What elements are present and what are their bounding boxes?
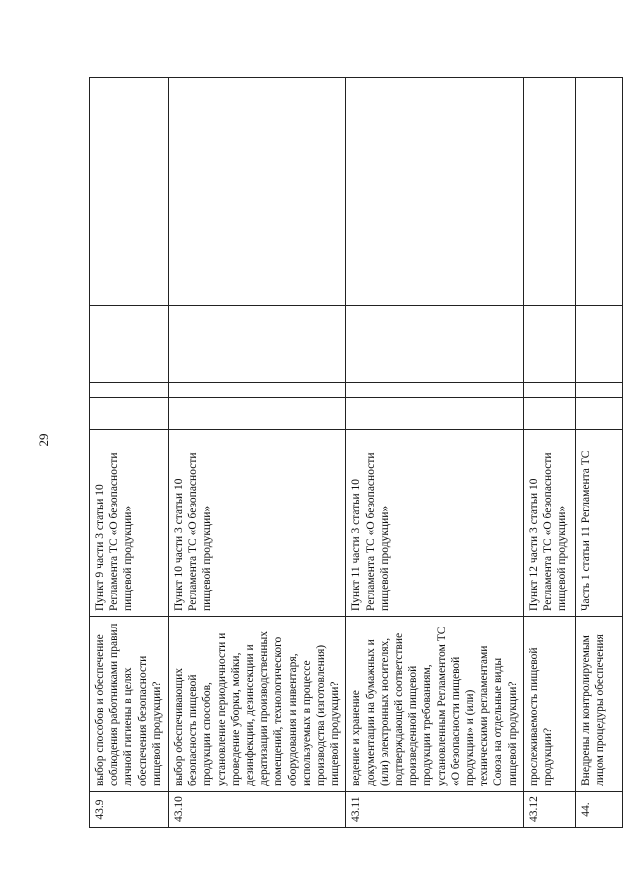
notes-cell (169, 78, 346, 306)
answer-no-cell (523, 383, 575, 398)
row-number: 43.12 (523, 792, 575, 828)
answer-no-cell (90, 383, 169, 398)
row-number: 43.11 (346, 792, 523, 828)
answer-na-cell (90, 306, 169, 383)
reference-cell: Пункт 10 части 3 статьи 10 Регламента ТС «О безопасности пищевой продукции» (169, 430, 346, 617)
notes-cell (90, 78, 169, 306)
answer-na-cell (575, 306, 622, 383)
answer-no-cell (346, 383, 523, 398)
checklist-table (89, 77, 623, 828)
table-row (346, 78, 523, 828)
table-row (523, 78, 575, 828)
answer-yes-cell (523, 398, 575, 430)
row-number: 43.9 (90, 792, 169, 828)
row-number: 43.10 (169, 792, 346, 828)
answer-na-cell (346, 306, 523, 383)
answer-yes-cell (346, 398, 523, 430)
notes-cell (575, 78, 622, 306)
answer-yes-cell (575, 398, 622, 430)
reference-cell: Пункт 9 части 3 статьи 10 Регламента ТС «О безопасности пищевой продукции» (90, 430, 169, 617)
answer-na-cell (169, 306, 346, 383)
answer-no-cell (575, 383, 622, 398)
answer-na-cell (523, 306, 575, 383)
table-row (575, 78, 622, 828)
answer-yes-cell (169, 398, 346, 430)
question-cell: Внедрены ли контролируемым лицом процедуры обеспечения (575, 617, 622, 792)
reference-cell: Пункт 11 части 3 статьи 10 Регламента ТС «О безопасности пищевой продукции» (346, 430, 523, 617)
notes-cell (346, 78, 523, 306)
answer-yes-cell (90, 398, 169, 430)
table-row (169, 78, 346, 828)
notes-cell (523, 78, 575, 306)
reference-cell: Пункт 12 части 3 статьи 10 Регламента ТС «О безопасности пищевой продукции» (523, 430, 575, 617)
table-row (90, 78, 169, 828)
question-cell: прослеживаемость пищевой продукции? (523, 617, 575, 792)
reference-cell: Часть 1 статьи 11 Регламента ТС (575, 430, 622, 617)
answer-no-cell (169, 383, 346, 398)
question-cell: ведение и хранение документации на бумажных и (или) электронных носителях, подтверждающей соответствие произведенной пищевой продукции требованиям, установленным Регламентом ТС «О безопасности пищевой продукции» и (или) техническими регламентами Союза на отдельные виды пищевой продукции? (346, 617, 523, 792)
page-number: 29 (36, 433, 51, 447)
question-cell: выбор обеспечивающих безопасность пищевой продукции способов, установление периодичности и проведение уборки, мойки, дезинфекции, дезинсекции и дератизации производственных помещений, технологического оборудования и инвентаря, используемых в процессе производства (изготовления) пищевой продукции? (169, 617, 346, 792)
question-cell: выбор способов и обеспечение соблюдения работниками правил личной гигиены в целях обеспечения безопасности пищевой продукции? (90, 617, 169, 792)
row-number: 44. (575, 792, 622, 828)
